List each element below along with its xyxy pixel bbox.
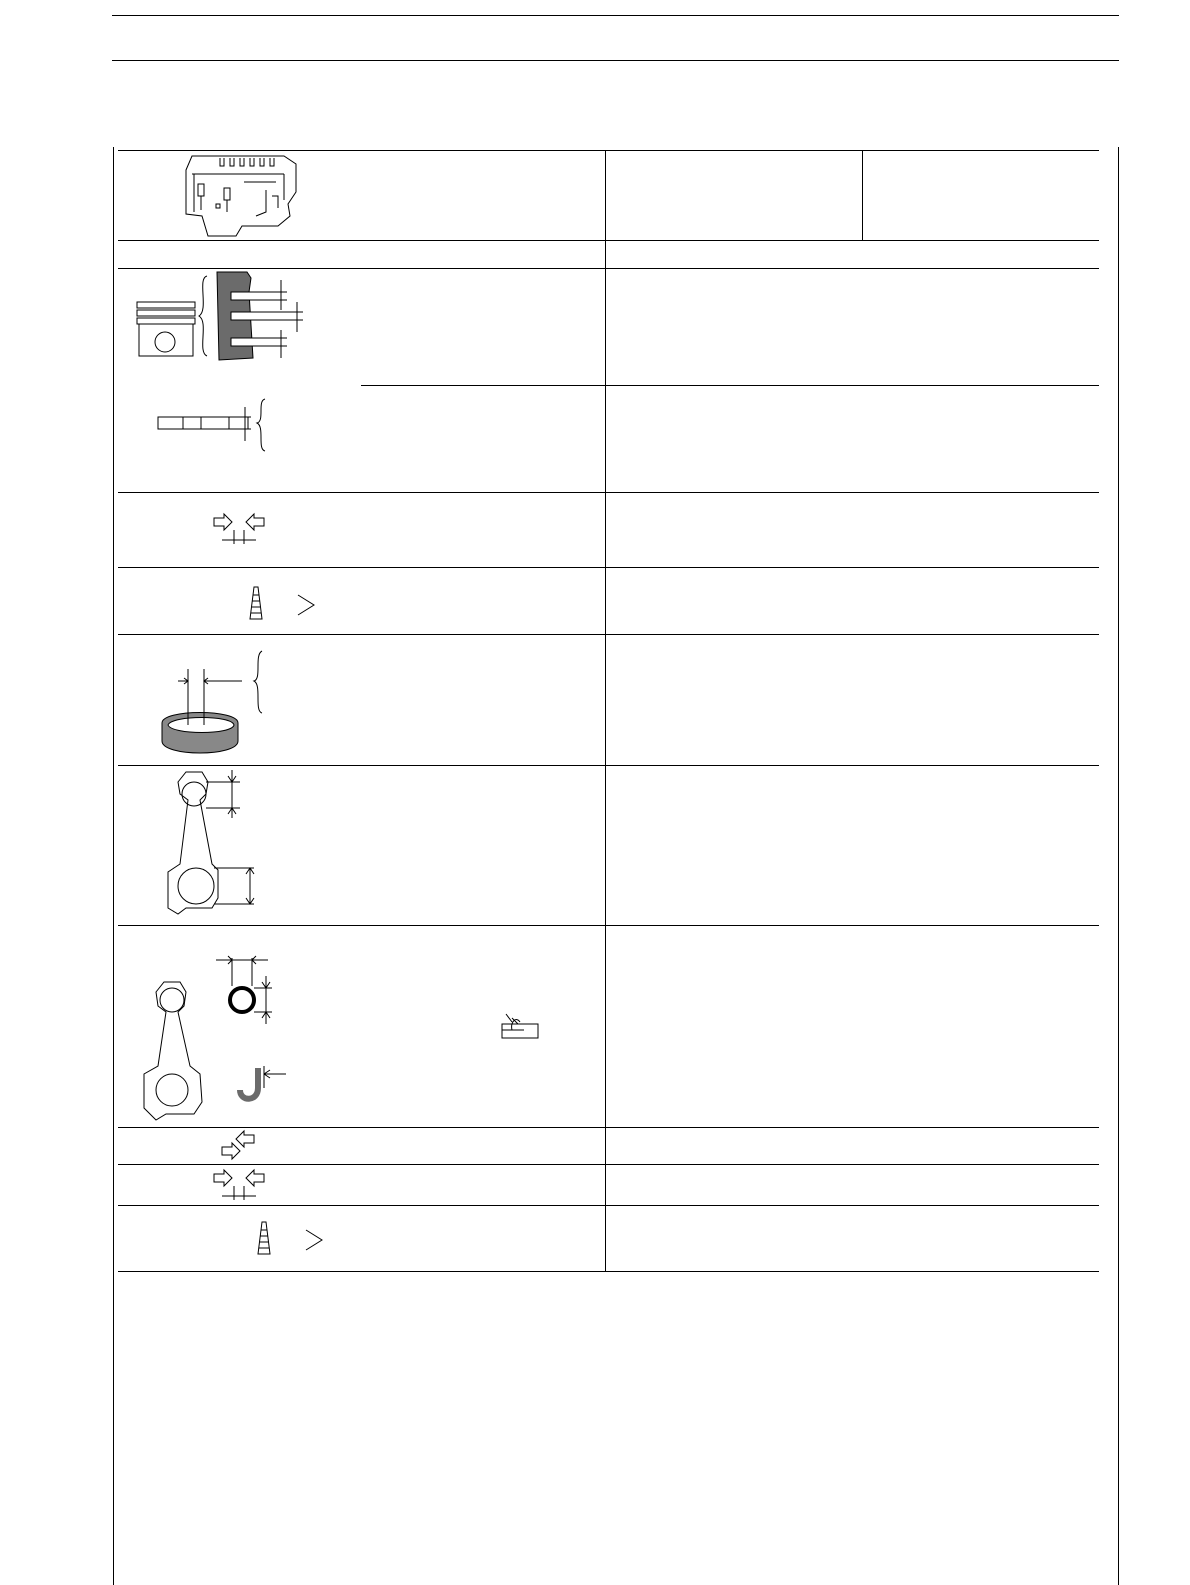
table-rule (118, 567, 1099, 568)
table-rule (118, 925, 1099, 926)
cylinder-liner-icon (158, 645, 278, 763)
page-left-frame (113, 147, 114, 1585)
piston-icon (137, 302, 195, 356)
table-rule (118, 765, 1099, 766)
piston-ring-groove-icon (135, 270, 335, 366)
table-column-divider (605, 150, 606, 1271)
connecting-rod-bores-icon (160, 768, 270, 918)
wear-limit-icon (256, 1220, 336, 1258)
connecting-rod-icon (144, 982, 202, 1120)
engine-block-icon (180, 152, 310, 238)
table-rule (118, 150, 1099, 151)
page-right-frame (1118, 147, 1119, 1585)
table-column-divider (862, 150, 863, 240)
ring-thickness-icon (155, 395, 275, 455)
table-rule (118, 1127, 1099, 1128)
bushing-wall-icon (240, 1066, 286, 1099)
table-rule (118, 634, 1099, 635)
header-bottom-rule (112, 60, 1119, 61)
clearance-arrows-icon (212, 512, 268, 546)
connecting-rod-bushing-icon (140, 948, 550, 1120)
clearance-arrows-icon (212, 1168, 268, 1202)
header-top-rule (112, 15, 1119, 16)
table-rule (361, 385, 1099, 386)
table-rule (118, 268, 1099, 269)
table-rule (118, 1271, 1099, 1272)
wear-limit-icon (248, 585, 328, 623)
table-rule (118, 240, 1099, 241)
lathe-tool-icon (502, 1014, 538, 1038)
table-rule (118, 492, 1099, 493)
assembly-arrow-icon (218, 1131, 258, 1161)
bushing-icon (216, 956, 272, 1024)
table-rule (118, 1164, 1099, 1165)
table-rule (118, 1205, 1099, 1206)
